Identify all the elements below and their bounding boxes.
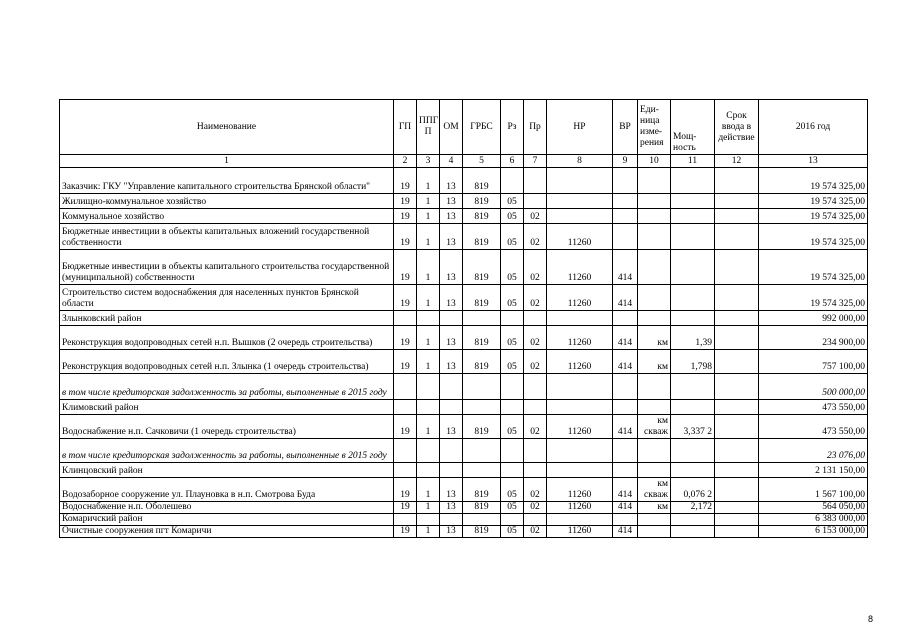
header-unit	[638, 100, 671, 155]
table-row	[60, 194, 868, 209]
cell-vr	[613, 209, 638, 224]
cell-nr: 11260	[547, 326, 613, 350]
cell-pr	[524, 168, 547, 194]
cell-pr: 02	[524, 285, 547, 311]
table-row	[60, 311, 868, 326]
cell-power: 1,39	[671, 326, 715, 350]
cell-unit	[638, 400, 671, 415]
header-vr: ВР	[613, 100, 638, 155]
cell-term	[715, 311, 759, 326]
cell-term	[715, 400, 759, 415]
cell-unit	[638, 209, 671, 224]
cell-nr	[547, 463, 613, 478]
cell-term	[715, 285, 759, 311]
cell-gp	[394, 400, 417, 415]
cell-rz	[501, 311, 524, 326]
cell-pr: 02	[524, 478, 547, 502]
cell-grbs	[463, 514, 501, 526]
cell-unit	[638, 514, 671, 526]
cell-vr	[613, 463, 638, 478]
cell-pr: 02	[524, 209, 547, 224]
cell-nr	[547, 374, 613, 400]
cell-power: 3,337 2	[671, 415, 715, 439]
cell-om: 13	[440, 168, 463, 194]
header-gp: ГП	[394, 100, 417, 155]
cell-power	[671, 514, 715, 526]
cell-om: 13	[440, 478, 463, 502]
table-row	[60, 478, 868, 502]
table-row	[60, 326, 868, 350]
cell-om	[440, 514, 463, 526]
cell-power	[671, 311, 715, 326]
cell-name: Реконструкция водопроводных сетей н.п. Злынка (1 очередь строительства)	[60, 350, 394, 374]
cell-rz: 05	[501, 224, 524, 250]
cell-pr: 02	[524, 224, 547, 250]
cell-ppgp: 1	[417, 285, 440, 311]
header-unit-line-4: рения	[640, 138, 664, 148]
header-ppgp-line-2: П	[424, 127, 432, 137]
cell-grbs: 819	[463, 209, 501, 224]
cell-grbs: 819	[463, 194, 501, 209]
col-number: 3	[417, 155, 440, 168]
cell-vr	[613, 514, 638, 526]
cell-nr	[547, 168, 613, 194]
cell-power	[671, 224, 715, 250]
cell-vr: 414	[613, 502, 638, 514]
cell-nr	[547, 194, 613, 209]
cell-om: 13	[440, 415, 463, 439]
cell-om: 13	[440, 285, 463, 311]
cell-pr: 02	[524, 502, 547, 514]
cell-om	[440, 439, 463, 463]
cell-gp: 19	[394, 168, 417, 194]
cell-term	[715, 250, 759, 285]
cell-unit	[638, 374, 671, 400]
cell-grbs	[463, 311, 501, 326]
cell-rz: 05	[501, 250, 524, 285]
cell-vr	[613, 400, 638, 415]
cell-ppgp: 1	[417, 209, 440, 224]
cell-term	[715, 526, 759, 538]
cell-rz: 05	[501, 285, 524, 311]
cell-power	[671, 209, 715, 224]
cell-nr: 11260	[547, 502, 613, 514]
cell-vr: 414	[613, 326, 638, 350]
cell-rz: 05	[501, 350, 524, 374]
cell-amount: 500 000,00	[759, 374, 868, 400]
col-number: 6	[501, 155, 524, 168]
cell-amount: 234 900,00	[759, 326, 868, 350]
col-number: 9	[613, 155, 638, 168]
header-grbs: ГРБС	[463, 100, 501, 155]
cell-term	[715, 194, 759, 209]
cell-pr: 02	[524, 350, 547, 374]
cell-amount: 19 574 325,00	[759, 209, 868, 224]
cell-power	[671, 400, 715, 415]
cell-om: 13	[440, 250, 463, 285]
cell-pr	[524, 374, 547, 400]
cell-power: 0,076 2	[671, 478, 715, 502]
cell-gp	[394, 514, 417, 526]
cell-rz	[501, 374, 524, 400]
cell-pr	[524, 439, 547, 463]
table-row	[60, 168, 868, 194]
cell-grbs: 819	[463, 326, 501, 350]
cell-ppgp	[417, 463, 440, 478]
cell-name: Злынковский район	[60, 311, 394, 326]
cell-grbs	[463, 463, 501, 478]
cell-term	[715, 514, 759, 526]
col-number: 13	[759, 155, 868, 168]
cell-grbs	[463, 374, 501, 400]
cell-grbs: 819	[463, 526, 501, 538]
cell-term	[715, 463, 759, 478]
header-year: 2016 год	[759, 100, 868, 155]
cell-name: Бюджетные инвестиции в объекты капитальных вложений государственной собственности	[60, 224, 394, 250]
cell-rz: 05	[501, 502, 524, 514]
cell-om	[440, 374, 463, 400]
cell-power: 1,798	[671, 350, 715, 374]
cell-ppgp: 1	[417, 326, 440, 350]
cell-om: 13	[440, 350, 463, 374]
cell-amount: 19 574 325,00	[759, 194, 868, 209]
cell-om: 13	[440, 209, 463, 224]
cell-term	[715, 439, 759, 463]
col-number: 2	[394, 155, 417, 168]
cell-amount: 2 131 150,00	[759, 463, 868, 478]
page-number: 8	[868, 614, 874, 624]
table-row	[60, 374, 868, 400]
cell-vr: 414	[613, 285, 638, 311]
cell-pr: 02	[524, 326, 547, 350]
col-number: 4	[440, 155, 463, 168]
table-row	[60, 502, 868, 514]
cell-ppgp: 1	[417, 478, 440, 502]
cell-pr: 02	[524, 526, 547, 538]
cell-name: в том числе кредиторская задолженность за работы, выполненные в 2015 году	[60, 374, 394, 400]
cell-term	[715, 502, 759, 514]
col-number: 11	[671, 155, 715, 168]
header-term	[715, 100, 759, 155]
cell-gp: 19	[394, 526, 417, 538]
cell-name: в том числе кредиторская задолженность за работы, выполненные в 2015 году	[60, 439, 394, 463]
header-om: ОМ	[440, 100, 463, 155]
cell-grbs: 819	[463, 285, 501, 311]
cell-nr: 11260	[547, 224, 613, 250]
cell-name: Жилищно-коммунальное хозяйство	[60, 194, 394, 209]
header-row	[60, 100, 868, 155]
cell-gp: 19	[394, 478, 417, 502]
cell-om: 13	[440, 502, 463, 514]
cell-name: Очистные сооружения пгт Комаричи	[60, 526, 394, 538]
cell-unit	[638, 250, 671, 285]
cell-term	[715, 209, 759, 224]
cell-om: 13	[440, 326, 463, 350]
cell-name: Бюджетные инвестиции в объекты капитального строительства государственной (муниципальной) собственности	[60, 250, 394, 285]
table-row	[60, 439, 868, 463]
header-term-line-3: действие	[718, 132, 755, 143]
cell-ppgp: 1	[417, 250, 440, 285]
cell-ppgp	[417, 311, 440, 326]
cell-rz	[501, 439, 524, 463]
cell-vr: 414	[613, 478, 638, 502]
col-number: 1	[60, 155, 394, 168]
col-number: 10	[638, 155, 671, 168]
header-rz: Рз	[501, 100, 524, 155]
cell-gp: 19	[394, 224, 417, 250]
cell-vr	[613, 194, 638, 209]
header-term-line-1: Срок	[726, 110, 747, 121]
cell-unit: км	[638, 502, 671, 514]
cell-rz: 05	[501, 526, 524, 538]
cell-unit	[638, 463, 671, 478]
cell-power	[671, 463, 715, 478]
cell-power	[671, 194, 715, 209]
cell-pr	[524, 514, 547, 526]
cell-vr	[613, 168, 638, 194]
cell-name: Водозаборное сооружение ул. Плауновка в н.п. Смотрова Буда	[60, 478, 394, 502]
cell-grbs	[463, 400, 501, 415]
cell-amount: 473 550,00	[759, 400, 868, 415]
cell-rz: 05	[501, 209, 524, 224]
cell-name: Водоснабжение н.п. Оболешево	[60, 502, 394, 514]
cell-ppgp	[417, 374, 440, 400]
header-ppgp-line-1: ППГ	[419, 116, 439, 126]
cell-term	[715, 224, 759, 250]
cell-om	[440, 463, 463, 478]
cell-om: 13	[440, 224, 463, 250]
cell-vr	[613, 374, 638, 400]
cell-term	[715, 415, 759, 439]
cell-ppgp: 1	[417, 526, 440, 538]
cell-grbs: 819	[463, 502, 501, 514]
cell-om: 13	[440, 526, 463, 538]
cell-name: Климовский район	[60, 400, 394, 415]
cell-pr: 02	[524, 250, 547, 285]
cell-rz	[501, 400, 524, 415]
cell-amount: 757 100,00	[759, 350, 868, 374]
cell-nr: 11260	[547, 350, 613, 374]
header-power	[671, 100, 715, 155]
cell-vr: 414	[613, 350, 638, 374]
cell-gp: 19	[394, 326, 417, 350]
cell-nr: 11260	[547, 478, 613, 502]
cell-vr	[613, 224, 638, 250]
cell-gp	[394, 374, 417, 400]
cell-nr: 11260	[547, 285, 613, 311]
cell-power: 2,172	[671, 502, 715, 514]
cell-rz: 05	[501, 478, 524, 502]
cell-power	[671, 285, 715, 311]
cell-gp: 19	[394, 285, 417, 311]
cell-power	[671, 168, 715, 194]
cell-unit: км	[638, 326, 671, 350]
cell-vr: 414	[613, 415, 638, 439]
cell-gp	[394, 311, 417, 326]
cell-pr	[524, 463, 547, 478]
header-power-line-1: Мощ-	[673, 132, 697, 142]
cell-ppgp: 1	[417, 350, 440, 374]
table-row	[60, 224, 868, 250]
cell-amount: 6 383 000,00	[759, 514, 868, 526]
header-unit-line-3: изме-	[640, 127, 663, 137]
cell-power	[671, 250, 715, 285]
cell-gp: 19	[394, 415, 417, 439]
cell-amount: 1 567 100,00	[759, 478, 868, 502]
table-row	[60, 350, 868, 374]
header-power-line-2: ность	[673, 143, 696, 153]
cell-grbs: 819	[463, 350, 501, 374]
cell-grbs: 819	[463, 415, 501, 439]
cell-ppgp: 1	[417, 415, 440, 439]
cell-unit	[638, 168, 671, 194]
cell-amount: 19 574 325,00	[759, 285, 868, 311]
cell-term	[715, 168, 759, 194]
table-row	[60, 526, 868, 538]
cell-term	[715, 326, 759, 350]
cell-vr	[613, 311, 638, 326]
cell-amount: 19 574 325,00	[759, 224, 868, 250]
header-unit-line-2: ница	[640, 116, 660, 126]
cell-nr: 11260	[547, 526, 613, 538]
cell-ppgp	[417, 439, 440, 463]
table-row	[60, 514, 868, 526]
header-ppgp	[417, 100, 440, 155]
cell-grbs	[463, 439, 501, 463]
cell-term	[715, 478, 759, 502]
header-name: Наименование	[60, 100, 394, 155]
cell-amount: 6 153 000,00	[759, 526, 868, 538]
cell-power	[671, 526, 715, 538]
cell-ppgp: 1	[417, 194, 440, 209]
table-row	[60, 285, 868, 311]
cell-power	[671, 374, 715, 400]
cell-grbs: 819	[463, 478, 501, 502]
cell-name: Водоснабжение н.п. Сачковичи (1 очередь строительства)	[60, 415, 394, 439]
cell-vr: 414	[613, 526, 638, 538]
cell-unit: км скваж	[638, 478, 671, 502]
cell-amount: 564 050,00	[759, 502, 868, 514]
cell-grbs: 819	[463, 250, 501, 285]
cell-name: Заказчик: ГКУ "Управление капитального строительства Брянской области"	[60, 168, 394, 194]
cell-unit	[638, 526, 671, 538]
cell-nr	[547, 514, 613, 526]
cell-nr: 11260	[547, 415, 613, 439]
table-row	[60, 415, 868, 439]
cell-ppgp	[417, 514, 440, 526]
budget-table	[59, 99, 868, 538]
table-row	[60, 463, 868, 478]
cell-vr: 414	[613, 250, 638, 285]
cell-amount: 473 550,00	[759, 415, 868, 439]
cell-nr	[547, 311, 613, 326]
table-row	[60, 400, 868, 415]
cell-ppgp: 1	[417, 224, 440, 250]
cell-gp: 19	[394, 250, 417, 285]
cell-rz	[501, 514, 524, 526]
cell-pr	[524, 194, 547, 209]
cell-amount: 23 076,00	[759, 439, 868, 463]
cell-term	[715, 350, 759, 374]
cell-name: Клинцовский район	[60, 463, 394, 478]
cell-unit	[638, 285, 671, 311]
cell-gp: 19	[394, 350, 417, 374]
cell-name: Строительство систем водоснабжения для населенных пунктов Брянской области	[60, 285, 394, 311]
cell-grbs: 819	[463, 168, 501, 194]
cell-pr	[524, 311, 547, 326]
cell-amount: 19 574 325,00	[759, 250, 868, 285]
cell-amount: 992 000,00	[759, 311, 868, 326]
cell-rz: 05	[501, 194, 524, 209]
cell-pr: 02	[524, 415, 547, 439]
cell-unit	[638, 439, 671, 463]
cell-unit	[638, 224, 671, 250]
cell-nr: 11260	[547, 250, 613, 285]
header-pr: Пр	[524, 100, 547, 155]
cell-term	[715, 374, 759, 400]
col-number: 8	[547, 155, 613, 168]
cell-power	[671, 439, 715, 463]
cell-name: Комаричский район	[60, 514, 394, 526]
cell-rz	[501, 463, 524, 478]
cell-rz: 05	[501, 415, 524, 439]
cell-ppgp: 1	[417, 168, 440, 194]
cell-unit: км	[638, 350, 671, 374]
cell-ppgp	[417, 400, 440, 415]
cell-om: 13	[440, 194, 463, 209]
cell-gp	[394, 463, 417, 478]
cell-unit: км скваж	[638, 415, 671, 439]
cell-name: Коммунальное хозяйство	[60, 209, 394, 224]
cell-amount: 19 574 325,00	[759, 168, 868, 194]
cell-rz: 05	[501, 326, 524, 350]
table-row	[60, 209, 868, 224]
cell-name: Реконструкция водопроводных сетей н.п. Вышков (2 очередь строительства)	[60, 326, 394, 350]
col-number: 5	[463, 155, 501, 168]
cell-vr	[613, 439, 638, 463]
cell-rz	[501, 168, 524, 194]
cell-gp: 19	[394, 209, 417, 224]
col-number: 12	[715, 155, 759, 168]
cell-gp: 19	[394, 194, 417, 209]
col-number: 7	[524, 155, 547, 168]
cell-gp	[394, 439, 417, 463]
header-unit-line-1: Еди-	[640, 105, 659, 115]
cell-grbs: 819	[463, 224, 501, 250]
header-term-line-2: ввода в	[721, 121, 752, 132]
cell-om	[440, 400, 463, 415]
cell-nr	[547, 209, 613, 224]
cell-pr	[524, 400, 547, 415]
cell-unit	[638, 311, 671, 326]
header-nr: НР	[547, 100, 613, 155]
cell-ppgp: 1	[417, 502, 440, 514]
cell-nr	[547, 439, 613, 463]
cell-gp: 19	[394, 502, 417, 514]
cell-om	[440, 311, 463, 326]
cell-nr	[547, 400, 613, 415]
cell-unit	[638, 194, 671, 209]
column-number-row	[60, 155, 868, 168]
table-row	[60, 250, 868, 285]
